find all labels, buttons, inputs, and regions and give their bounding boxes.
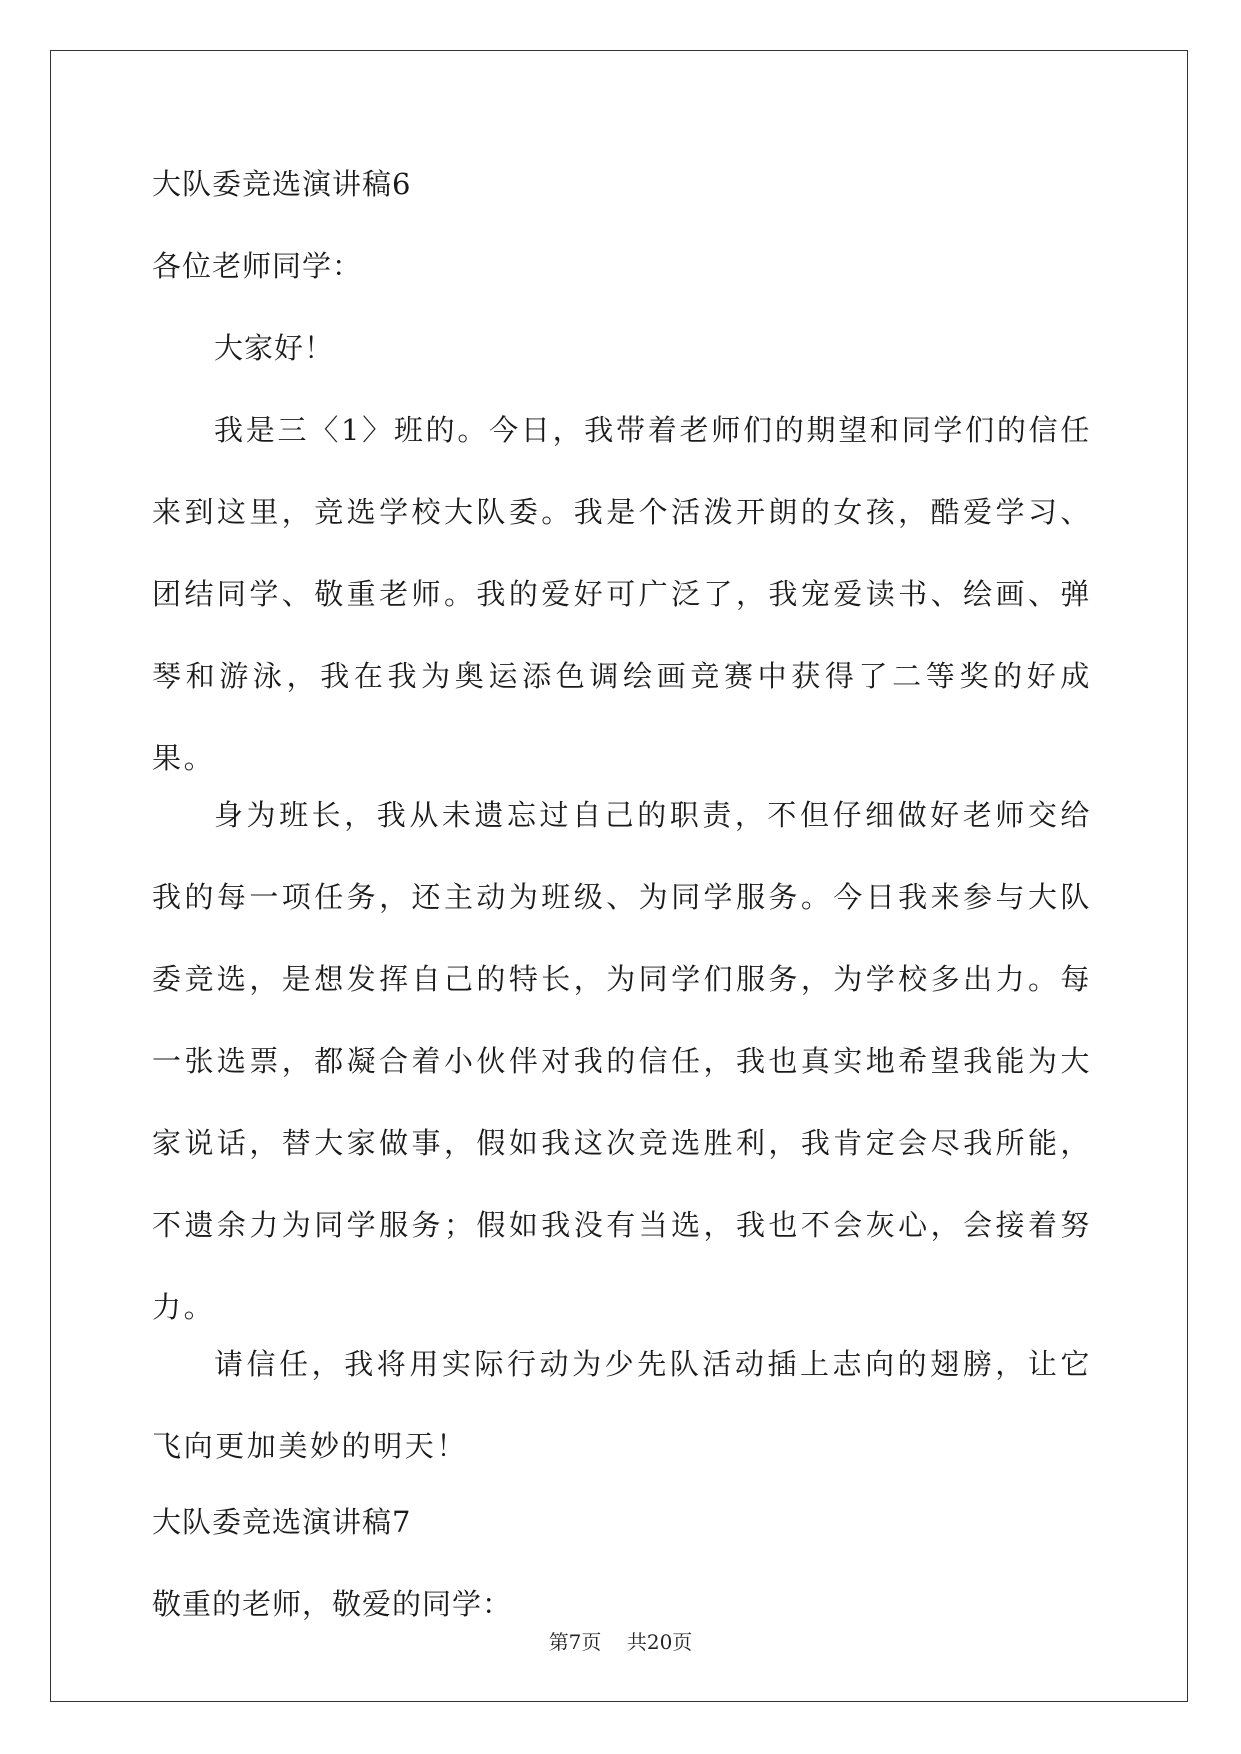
section-7-title: 大队委竞选演讲稿7: [152, 1505, 412, 1539]
section-6-greeting: 大家好！: [214, 331, 335, 365]
section-7-salutation: 敬重的老师，敬爱的同学：: [152, 1587, 513, 1621]
paragraph-3: 请信任，我将用实际行动为少先队活动插上志向的翅膀，让它飞向更加美妙的明天！: [152, 1347, 1092, 1463]
paragraph-2: 身为班长，我从未遗忘过自己的职责，不但仔细做好老师交给我的每一项任务，还主动为班级、为同学服务。今日我来参与大队委竞选，是想发挥自己的特长，为同学们服务，为学校多出力。每一张选票，都凝合着小伙伴对我的信任，我也真实地希望我能为大家说话，替大家做事，假如我这次竞选胜利，我肯定会尽我所能，不遗余力为同学服务；假如我没有当选，我也不会灰心，会接着努力。: [152, 798, 1092, 1324]
section-6-paragraphs: [152, 389, 1092, 1487]
page-number-footer: 第7页 共20页: [548, 1630, 693, 1654]
section-6-title: 大队委竞选演讲稿6: [152, 167, 412, 201]
document-body: [152, 168, 1092, 1670]
section-6-salutation: 各位老师同学：: [152, 249, 363, 283]
paragraph-1: 我是三〈1〉班的。今日，我带着老师们的期望和同学们的信任来到这里，竞选学校大队委。我是个活泼开朗的女孩，酷爱学习、团结同学、敬重老师。我的爱好可广泛了，我宠爱读书、绘画、弹琴和游泳，我在我为奥运添色调绘画竞赛中获得了二等奖的好成果。: [152, 413, 1092, 775]
